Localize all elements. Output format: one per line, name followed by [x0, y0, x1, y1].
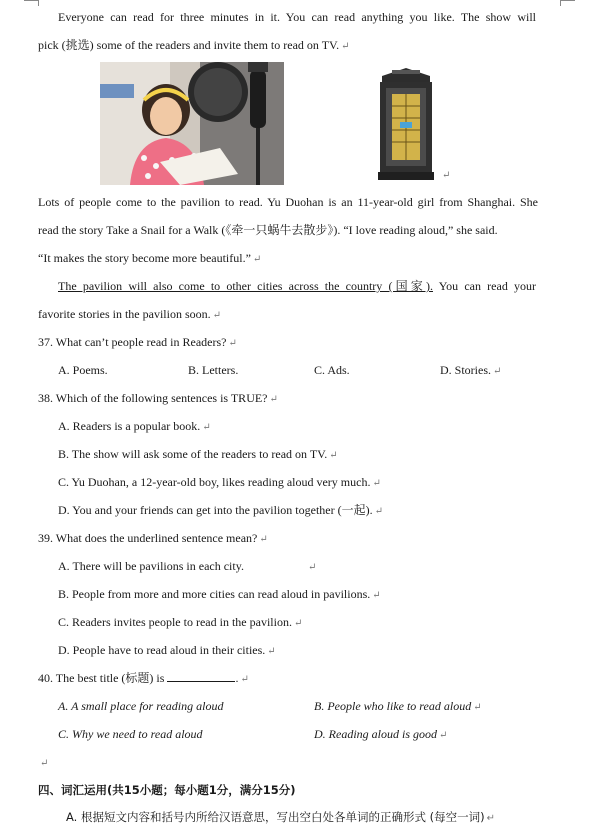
question-40-stem: 40. The best title (标题) is . ↵: [38, 671, 249, 685]
underlined-sentence: The pavilion will also come to other cities across the country (国家).: [58, 279, 433, 293]
question-39-option-d: D. People have to read aloud in their cities. ↵: [58, 643, 276, 657]
paragraph-mark: ↵: [442, 170, 451, 181]
question-39-option-c: C. Readers invites people to read in the pavilion. ↵: [58, 615, 303, 629]
reading-pavilion-image: [372, 66, 440, 184]
question-37-option-a: A. Poems.: [58, 363, 108, 377]
pavilion-illustration: [372, 66, 440, 184]
section-4-instruction: A. 根据短文内容和括号内所给汉语意思，写出空白处各单词的正确形式 (每空一词) ↵: [66, 810, 495, 824]
question-37-option-c: C. Ads.: [314, 363, 350, 377]
question-37-option-b: B. Letters.: [188, 363, 239, 377]
question-39-option-b: B. People from more and more cities can read aloud in pavilions. ↵: [58, 587, 381, 601]
section-4-title: 四、词汇运用(共15小题；每小题1分，满分15分): [38, 783, 296, 797]
question-38-option-b: B. The show will ask some of the readers to read on TV. ↵: [58, 447, 338, 461]
passage-line: The pavilion will also come to other cities across the country (国家). You can read your: [58, 279, 536, 293]
photo-girl-reading: [100, 62, 284, 185]
question-39-stem: 39. What does the underlined sentence mean? ↵: [38, 531, 268, 545]
question-40-option-a: A. A small place for reading aloud: [58, 699, 224, 713]
passage-line: pick (挑选) some of the readers and invite them to read on TV. ↵: [38, 38, 350, 52]
page-corner-mark: [560, 0, 561, 6]
question-38-option-a: A. Readers is a popular book. ↵: [58, 419, 211, 433]
question-38-option-d: D. You and your friends can get into the pavilion together (一起). ↵: [58, 503, 383, 517]
question-38-stem: 38. Which of the following sentences is TRUE? ↵: [38, 391, 278, 405]
question-37-option-d: D. Stories. ↵: [440, 363, 502, 377]
answer-blank: [167, 670, 235, 682]
question-38-option-c: C. Yu Duohan, a 12-year-old boy, likes reading aloud very much. ↵: [58, 475, 381, 489]
question-40-option-b: B. People who like to read aloud ↵: [314, 699, 482, 713]
page-corner-mark: [561, 0, 575, 1]
photo-girl-reading-illustration: [100, 62, 284, 185]
question-40-option-c: C. Why we need to read aloud: [58, 727, 203, 741]
passage-line: Everyone can read for three minutes in it. You can read anything you like. The show will: [58, 10, 536, 24]
passage-line: read the story Take a Snail for a Walk (《牵一只蜗牛去散步》). “I love reading aloud,” she said.: [38, 223, 498, 237]
passage-line: “It makes the story become more beautiful.” ↵: [38, 251, 262, 265]
passage-line: favorite stories in the pavilion soon. ↵: [38, 307, 222, 321]
page-corner-mark: [38, 0, 39, 6]
question-37-stem: 37. What can’t people read in Readers? ↵: [38, 335, 237, 349]
question-39-option-a: A. There will be pavilions in each city. ↵: [58, 559, 317, 573]
page-corner-mark: [24, 0, 38, 1]
empty-paragraph: ↵: [40, 758, 49, 769]
question-40-option-d: D. Reading aloud is good ↵: [314, 727, 448, 741]
passage-line: Lots of people come to the pavilion to read. Yu Duohan is an 11-year-old girl from Shanghai. She: [38, 195, 538, 209]
